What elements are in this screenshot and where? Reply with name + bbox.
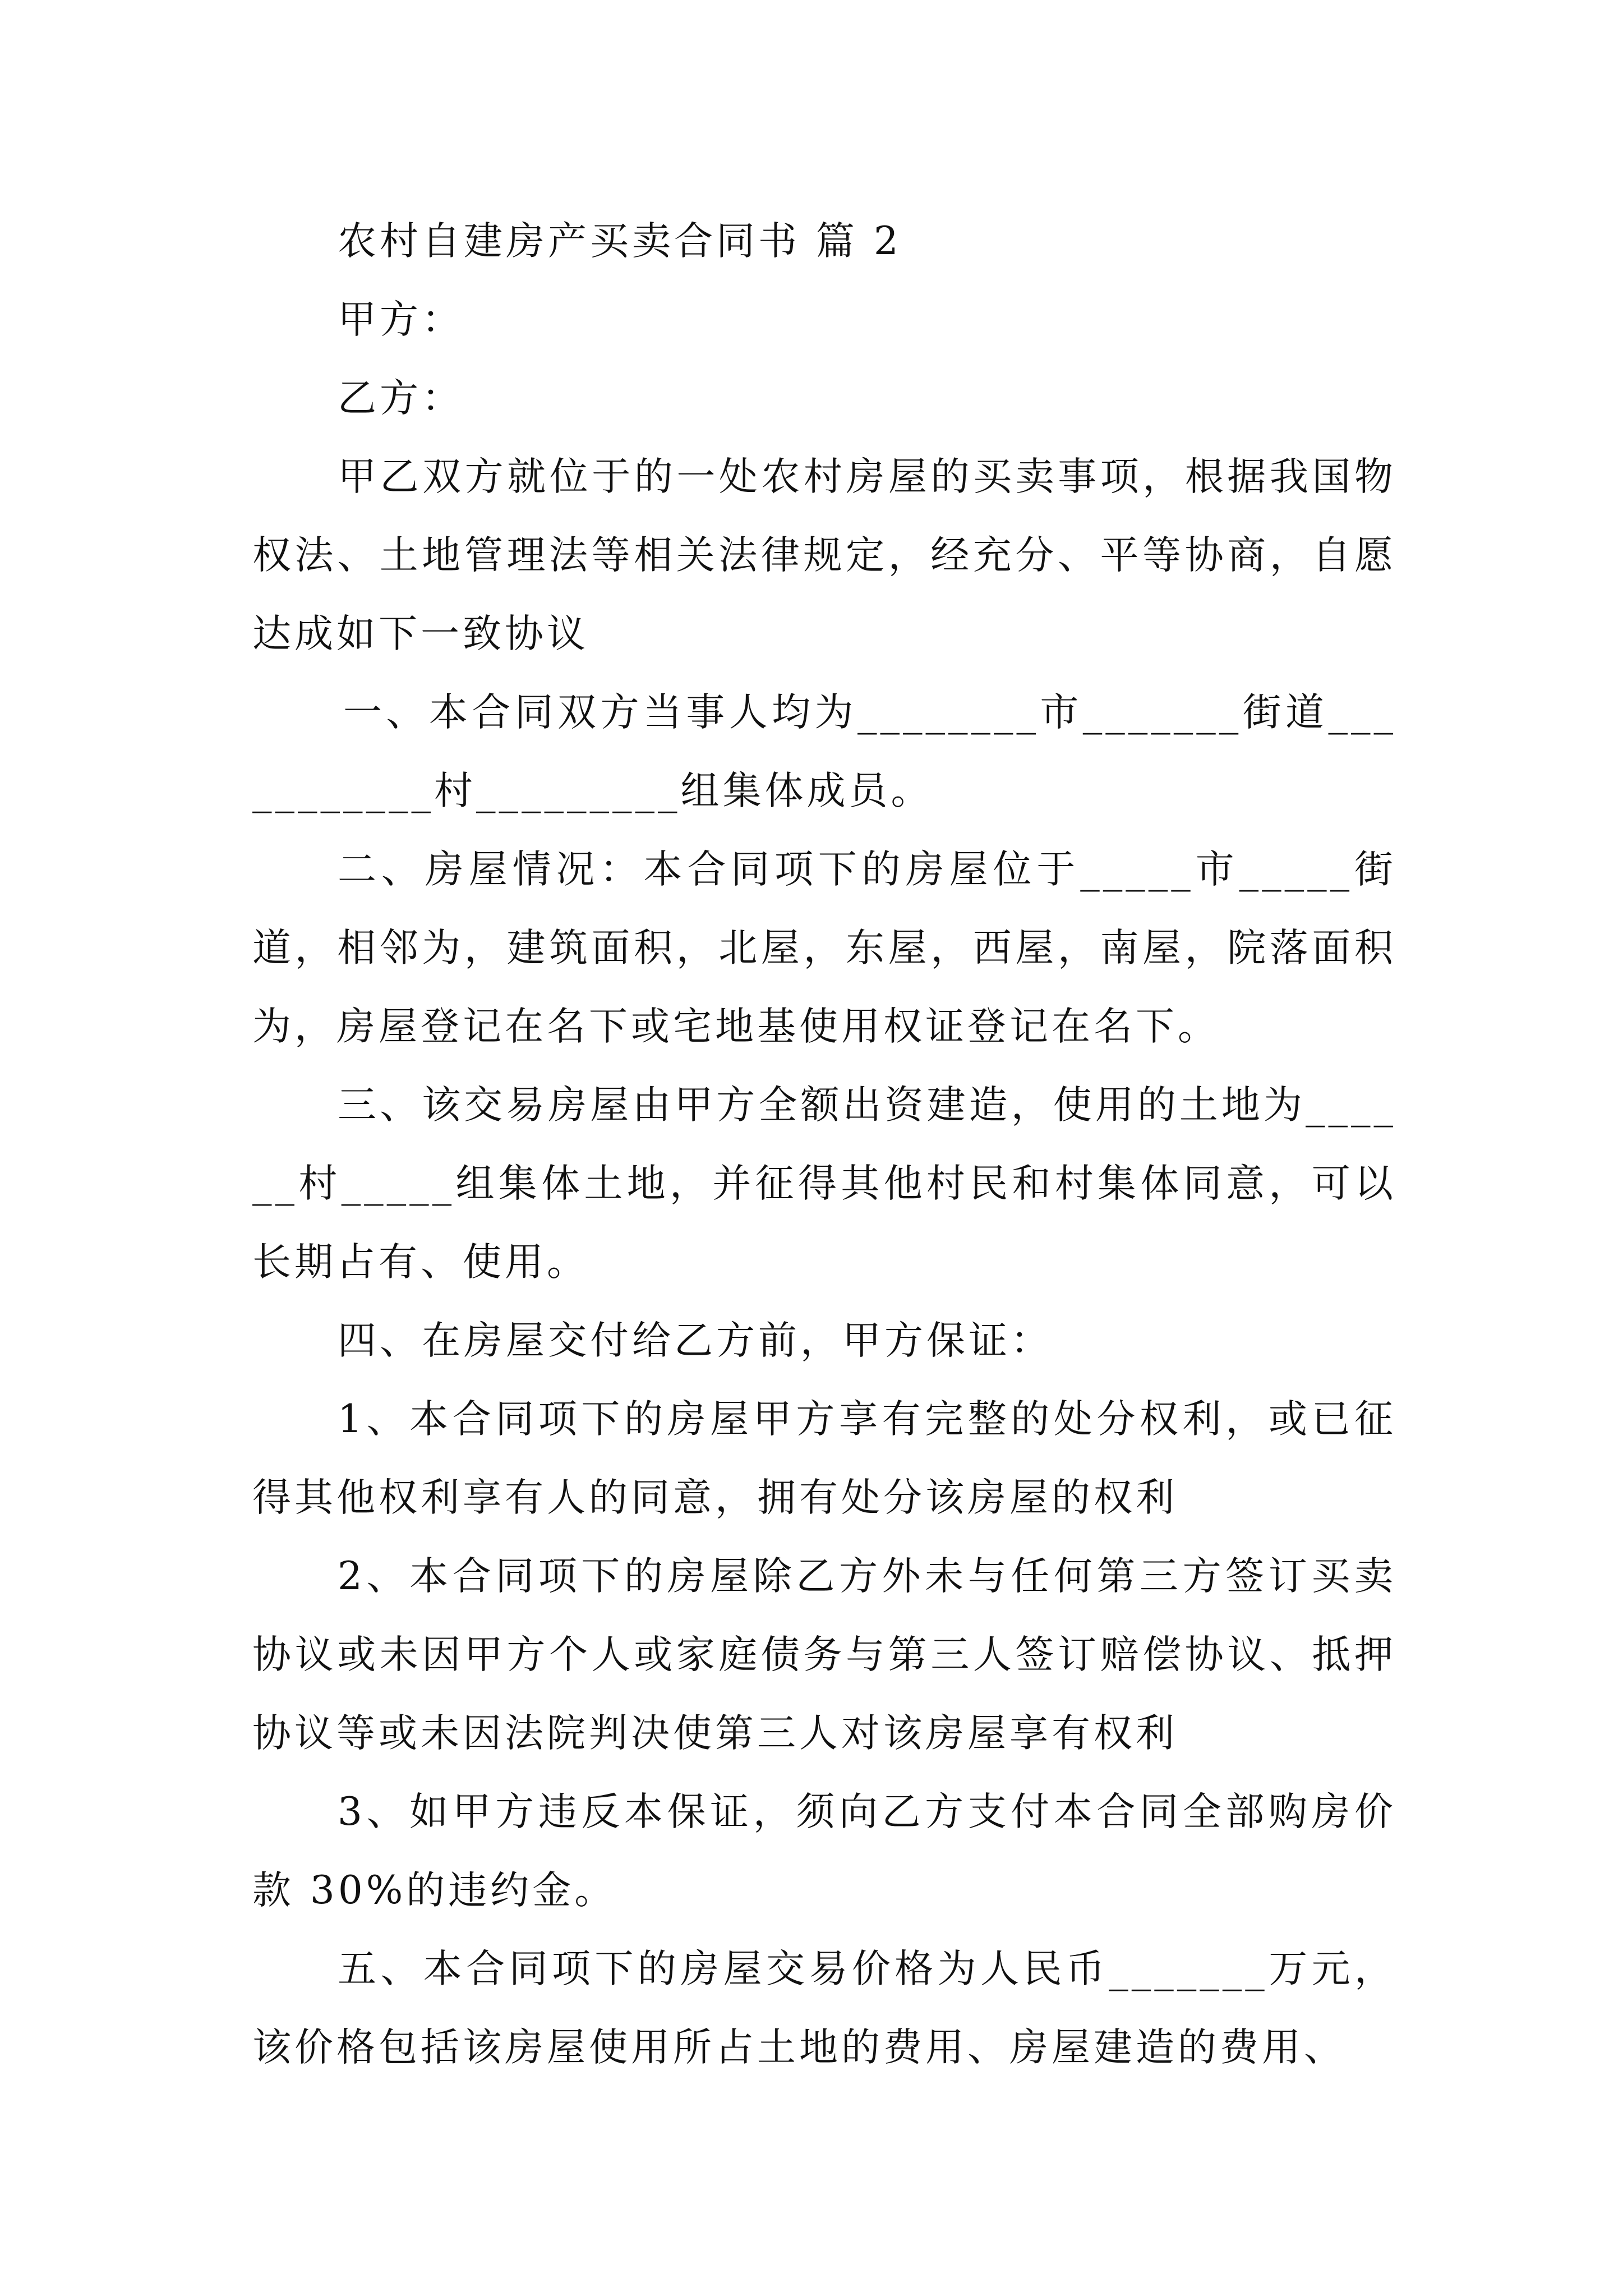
paragraph-clause-4-item-2: 2、本合同项下的房屋除乙方外未与任何第三方签订买卖协议或未因甲方个人或家庭债务与第三人签订赔偿协议、抵押协议等或未因法院判决使第三人对该房屋享有权利	[252, 1554, 1396, 1756]
party-a-line: 甲方：	[338, 297, 464, 342]
document-body	[252, 202, 1396, 2087]
paragraph-clause-3: 三、该交易房屋由甲方全额出资建造，使用的土地为______村_____组集体土地，并征得其他村民和村集体同意，可以长期占有、使用。	[252, 1083, 1396, 1285]
paragraph-clause-4-item-3: 3、如甲方违反本保证，须向乙方支付本合同全部购房价款 30%的违约金。	[252, 1789, 1396, 1913]
paragraph-clause-4-item-1: 1、本合同项下的房屋甲方享有完整的处分权利，或已征得其他权利享有人的同意，拥有处分该房屋的权利	[252, 1397, 1396, 1520]
paragraph-clause-1: 一、本合同双方当事人均为________市_______街道___________村_________组集体成员。	[252, 690, 1396, 813]
paragraph-preamble: 甲乙双方就位于的一处农村房屋的买卖事项，根据我国物权法、土地管理法等相关法律规定，经充分、平等协商，自愿达成如下一致协议	[252, 454, 1396, 656]
document-title: 农村自建房产买卖合同书 篇 2	[338, 219, 902, 264]
paragraph-clause-4: 四、在房屋交付给乙方前，甲方保证：	[338, 1318, 1053, 1363]
party-b-line: 乙方：	[338, 376, 464, 421]
paragraph-clause-2: 二、房屋情况：本合同项下的房屋位于_____市_____街道，相邻为，建筑面积，北屋，东屋，西屋，南屋，院落面积为，房屋登记在名下或宅地基使用权证登记在名下。	[252, 847, 1396, 1049]
paragraph-clause-5: 五、本合同项下的房屋交易价格为人民币_______万元，该价格包括该房屋使用所占土地的费用、房屋建造的费用、	[252, 1947, 1396, 2070]
